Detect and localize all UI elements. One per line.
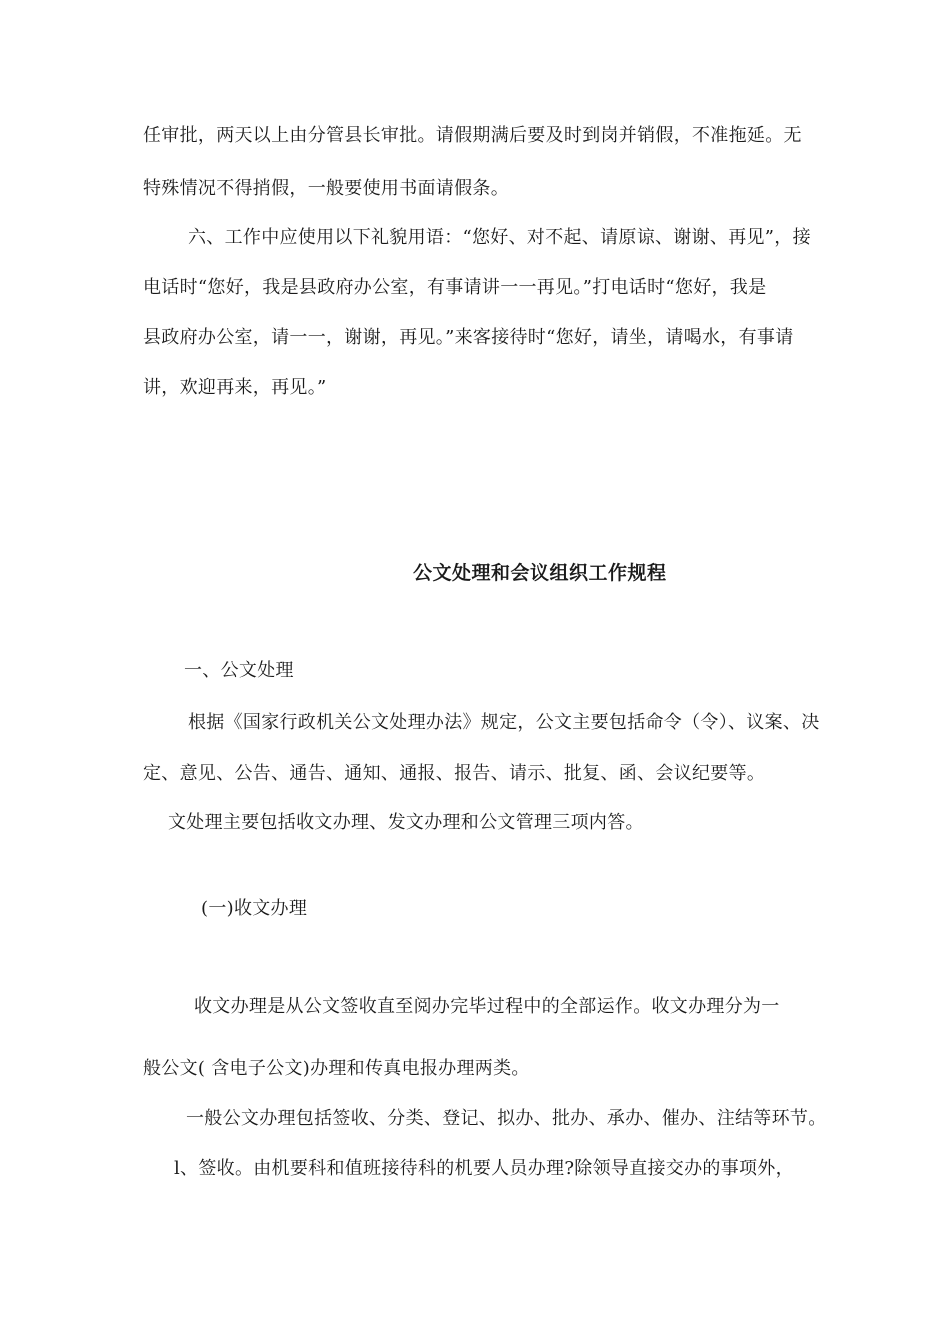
section-title: 公文处理和会议组织工作规程 <box>413 562 667 584</box>
paragraph-line: 任审批，两天以上由分管县长审批。请假期满后要及时到岗并销假，不准拖延。无 <box>143 125 802 146</box>
body-line: 收文办理是从公文签收直至阅办完毕过程中的全部运作。收文办理分为一 <box>194 996 780 1017</box>
body-line: 根据《国家行政机关公文处理办法》规定，公文主要包括命令（令）、议案、决 <box>188 712 820 733</box>
paragraph-line: 县政府办公室，请一一，谢谢，再见。”来客接待时“您好，请坐，请喝水，有事请 <box>143 327 794 348</box>
paragraph-line: 电话时“您好，我是县政府办公室，有事请讲一一再见。”打电话时“您好，我是 <box>143 277 767 298</box>
body-line: 文处理主要包括收文办理、发文办理和公文管理三项内答。 <box>168 812 644 833</box>
paragraph-line: 讲，欢迎再来，再见。” <box>143 377 327 398</box>
heading-level-1: 一、公文处理 <box>184 660 294 681</box>
heading-level-2: (一)收文办理 <box>201 898 308 919</box>
body-line: 般公文( 含电子公文)办理和传真电报办理两类。 <box>143 1058 530 1079</box>
paragraph-line: 六、工作中应使用以下礼貌用语：“您好、对不起、请原谅、谢谢、再见”，接 <box>188 227 811 248</box>
body-line: 定、意见、公告、通告、通知、通报、报告、请示、批复、函、会议纪要等。 <box>143 763 766 784</box>
body-line: 一般公文办理包括签收、分类、登记、拟办、批办、承办、催办、注结等环节。 <box>186 1108 827 1129</box>
body-line: l、签收。由机要科和值班接待科的机要人员办理?除领导直接交办的事项外， <box>174 1158 794 1179</box>
paragraph-line: 特殊情况不得捎假，一般要使用书面请假条。 <box>143 178 509 199</box>
